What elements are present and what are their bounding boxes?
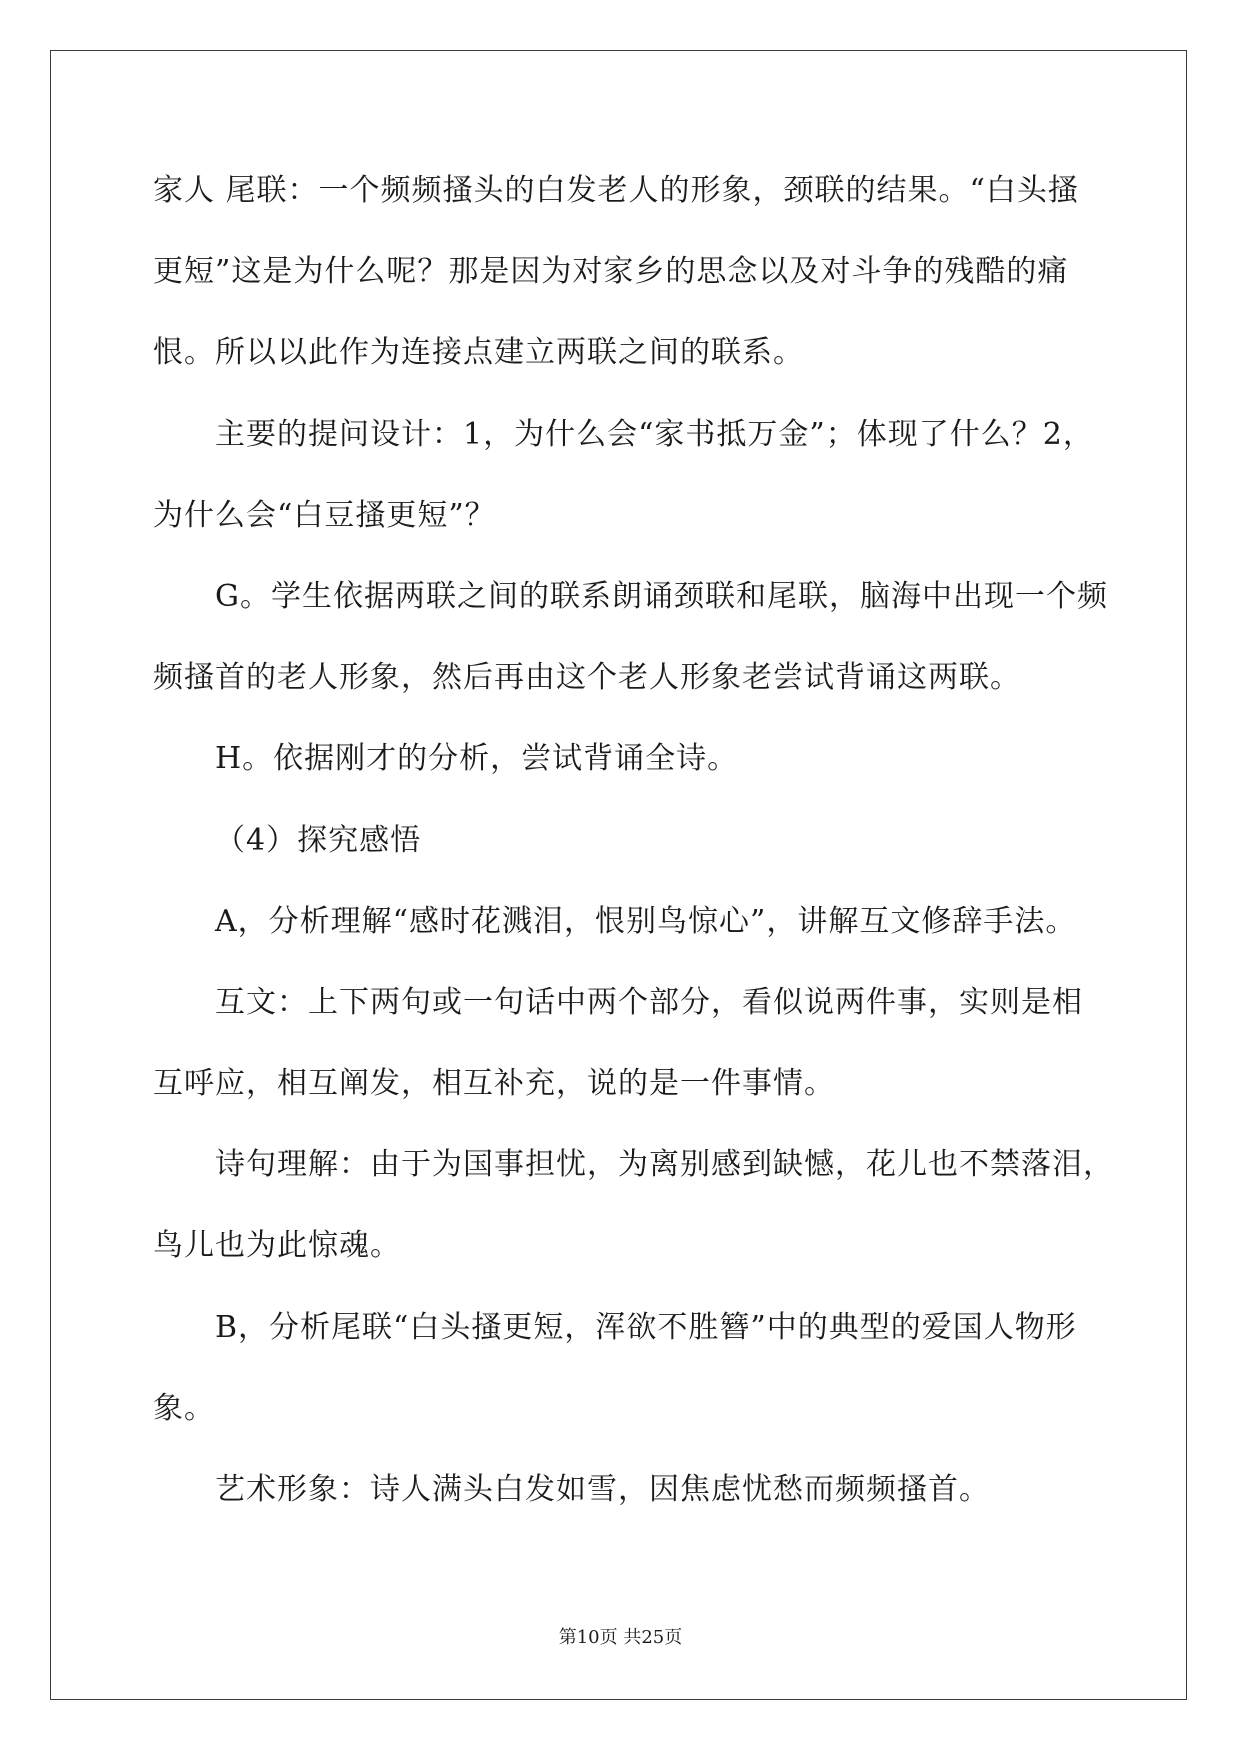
paragraph — [153, 881, 1113, 962]
text-line: 互文：上下两句或一句话中两个部分，看似说两件事，实则是相 — [215, 984, 1083, 1020]
text-line: H。依据刚才的分析，尝试背诵全诗。 — [215, 741, 739, 777]
text-line: 主要的提问设计：1，为什么会“家书抵万金”；体现了什么？2， — [215, 416, 1094, 452]
text-line: 象。 — [153, 1390, 215, 1426]
text-line: 为什么会“白豆搔更短”？ — [153, 497, 496, 533]
text-line: （4）探究感悟 — [215, 822, 422, 858]
text-line: G。学生依据两联之间的联系朗诵颈联和尾联，脑海中出现一个频 — [215, 578, 1108, 614]
document-body — [153, 150, 1113, 1530]
paragraph — [153, 962, 1113, 1124]
paragraph — [153, 556, 1113, 718]
paragraph — [153, 150, 1113, 394]
text-line: B，分析尾联“白头搔更短，浑欲不胜簪”中的典型的爱国人物形 — [215, 1309, 1077, 1345]
paragraph — [153, 1124, 1113, 1286]
page-number-footer: 第10页 共25页 — [558, 1627, 683, 1648]
paragraph — [153, 1287, 1113, 1449]
text-line: A，分析理解“感时花溅泪，恨别鸟惊心”，讲解互文修辞手法。 — [215, 903, 1077, 939]
text-line: 更短”这是为什么呢？那是因为对家乡的思念以及对斗争的残酷的痛 — [153, 254, 1069, 290]
paragraph — [153, 1449, 1113, 1530]
text-line: 鸟儿也为此惊魂。 — [153, 1228, 401, 1264]
paragraph — [153, 718, 1113, 799]
text-line: 频搔首的老人形象，然后再由这个老人形象老尝试背诵这两联。 — [153, 660, 1021, 696]
paragraph — [153, 394, 1113, 556]
text-line: 诗句理解：由于为国事担忧，为离别感到缺憾，花儿也不禁落泪， — [215, 1147, 1114, 1183]
text-line: 艺术形象：诗人满头白发如雪，因焦虑忧愁而频频搔首。 — [215, 1472, 990, 1507]
text-line: 恨。所以以此作为连接点建立两联之间的联系。 — [153, 335, 804, 371]
paragraph — [153, 800, 1113, 881]
text-line: 家人 尾联：一个频频搔头的白发老人的形象，颈联的结果。“白头搔 — [153, 173, 1079, 208]
text-line: 互呼应，相互阐发，相互补充，说的是一件事情。 — [153, 1066, 835, 1102]
